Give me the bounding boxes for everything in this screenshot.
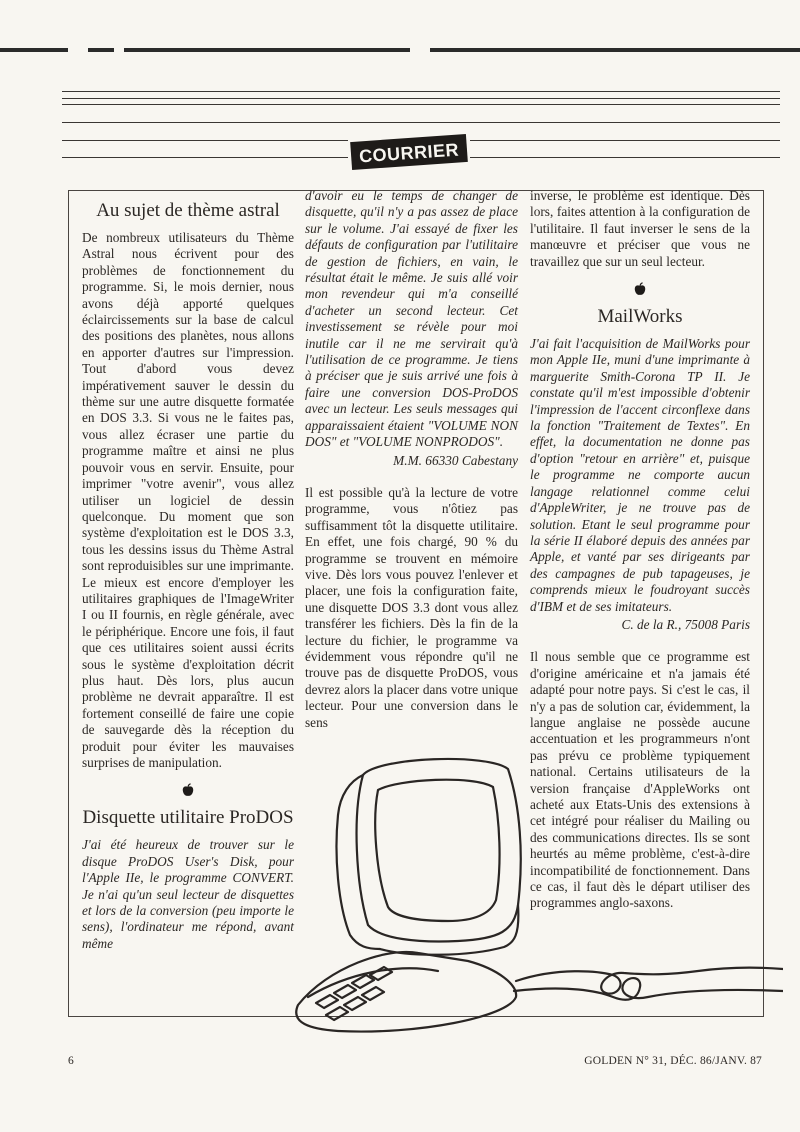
prodos-answer-part2: inverse, le problème est identique. Dès lors, faites attention à la configuration de l'utilitaire. Il faut inverser le sens de la manœuvre et préciser que vous ne travaillez que sur un seul lecteur. (530, 188, 750, 269)
prodos-letter-part1: J'ai été heureux de trouver sur le disque ProDOS User's Disk, pour l'Apple IIe, le programme CONVERT. Je n'ai qu'un seul lecteur de disquettes et lors de la conversion (peu importe le sens), l'ordinateur me répond, avant même (82, 837, 294, 951)
mailworks-title: MailWorks (597, 306, 683, 328)
header-rule (470, 157, 780, 158)
theme-astral-body: De nombreux utilisateurs du Thème Astral nous écrivent pour des problèmes de fonctionnement du programme. Si, le mois dernier, nous avons déjà apporté quelques éclaircissements sur la base de calcul des positions des planètes, nous allons en apporter d'autres sur l'impression. Tout d'abord vous devez impérativement sauver le dessin du thème sur une autre disquette formatée en DOS 3.3. Si vous ne le faites pas, vous allez écraser une partie du programme maître et ainsi ne plus pouvoir vous en servir. Ensuite, pour imprimer "votre avenir", vous allez utiliser un logiciel de dessin quelconque. Du moment que son système d'exploitation est le DOS 3.3, tous les dessins issus du Thème Astral sont reproduisibles sur une imprimante. Le mieux est encore d'employer les utilitaires graphiques de l'ImageWriter I ou II fournis, en règle générale, avec le périphérique. Encore une fois, il faut que ces utilitaires soient aussi écrits sous le système d'exploitation décrit plus haut. Dès lors, plus aucun problème ne devrait apparaître. Il est fortement conseillé de faire une copie de sauvegarde dès la réception du produit pour éviter les mauvaises surprises de manipulation. (82, 230, 294, 770)
column-1 (82, 200, 294, 952)
page-number: 6 (68, 1055, 74, 1067)
mailworks-signature: C. de la R., 75008 Paris (621, 616, 750, 632)
header-rule (62, 91, 780, 92)
publication-info: GOLDEN N° 31, DÉC. 86/JANV. 87 (584, 1055, 762, 1067)
column-2 (305, 188, 518, 731)
apple-icon (530, 282, 750, 296)
prodos-title: Disquette utilitaire ProDOS (82, 807, 294, 829)
computer-illustration (268, 735, 783, 1035)
header-rule (62, 98, 780, 99)
apple-icon (82, 783, 294, 797)
logo-text: COURRIER (358, 139, 460, 167)
top-bar (88, 48, 114, 52)
top-bar (124, 48, 410, 52)
top-bar (430, 48, 800, 52)
courrier-logo (349, 132, 469, 172)
top-bar (0, 48, 68, 52)
mailworks-answer: Il nous semble que ce programme est d'origine américaine et n'a jamais été adapté pour notre pays. Si c'est le cas, il n'y a pas de solution car, évidemment, la langue anglaise ne possède aucune accentuation et les programmeurs n'ont pas prévu ce problème typiquement national. Certains utilisateurs de la version française d'AppleWorks ont acheté aux Etats-Unis des extensions à cet intégré pour réaliser du Mailing ou des communications directes. Ils se sont heurtés au même problème, c'est-à-dire incompatibilité de fonctionnement. Dans ce cas, il faut dès le départ utiliser des programmes anglo-saxons. (530, 649, 750, 911)
header-rule (62, 104, 780, 105)
prodos-answer-part1: Il est possible qu'à la lecture de votre programme, vous n'ôtiez pas suffisamment tôt la disquette utilitaire. En effet, une fois chargé, 90 % du programme se trouvent en mémoire vive. Dès lors vous pouvez l'enlever et placer, une fois la configuration faite, une disquette DOS 3.3 dont vous allez transférer les fichiers. Dès la fin de la lecture du fichier, le programme va évidemment vous répondre qu'il ne trouve pas de disquette ProDOS, vous devrez alors la placer dans votre unique lecteur. Pour une conversion dans le sens (305, 484, 518, 730)
theme-astral-title: Au sujet de thème astral (96, 200, 280, 221)
prodos-letter-part2: d'avoir eu le temps de changer de disquette, qu'il n'y a pas assez de place sur le volume. J'ai essayé de fixer les défauts de configuration par l'utilitaire de gestion de fichiers, en vain, le résultat était le même. Je suis allé voir mon revendeur qui m'a conseillé d'acheter un second lecteur. Cet investissement se révèle pour moi inutile car il ne me servirait qu'à l'utilisation de ce programme. Je tiens à préciser que je suis arrivé une fois à faire une conversion DOS-ProDOS avec un lecteur. Les seuls messages qui apparaissaient étaient "VOLUME NON DOS" et "VOLUME NONPRODOS". (305, 188, 518, 450)
header-rule (62, 140, 348, 141)
header-rule (470, 140, 780, 141)
header-rule (62, 157, 348, 158)
header-rule (62, 122, 780, 123)
mailworks-letter: J'ai fait l'acquisition de MailWorks pour mon Apple IIe, muni d'une imprimante à marguerite Smith-Corona TP II. Je constate qu'il m'est impossible d'obtenir l'impression de l'accent circonflexe dans la fonction "Traitement de Textes". En effet, la documentation ne donne pas d'option "retour en arrière" et, puisque le programme ne comporte aucun langage relationnel comme celui d'AppleWriter, je ne trouve pas de solution. Etant le seul programme pour la série II élaboré depuis des années par Apple, et vanté par ses dirigeants par des campagnes de pub tapageuses, je comprends mieux le foudroyant succès d'IBM et de ses imitateurs. (530, 336, 750, 614)
prodos-signature: M.M. 66330 Cabestany (393, 452, 518, 468)
